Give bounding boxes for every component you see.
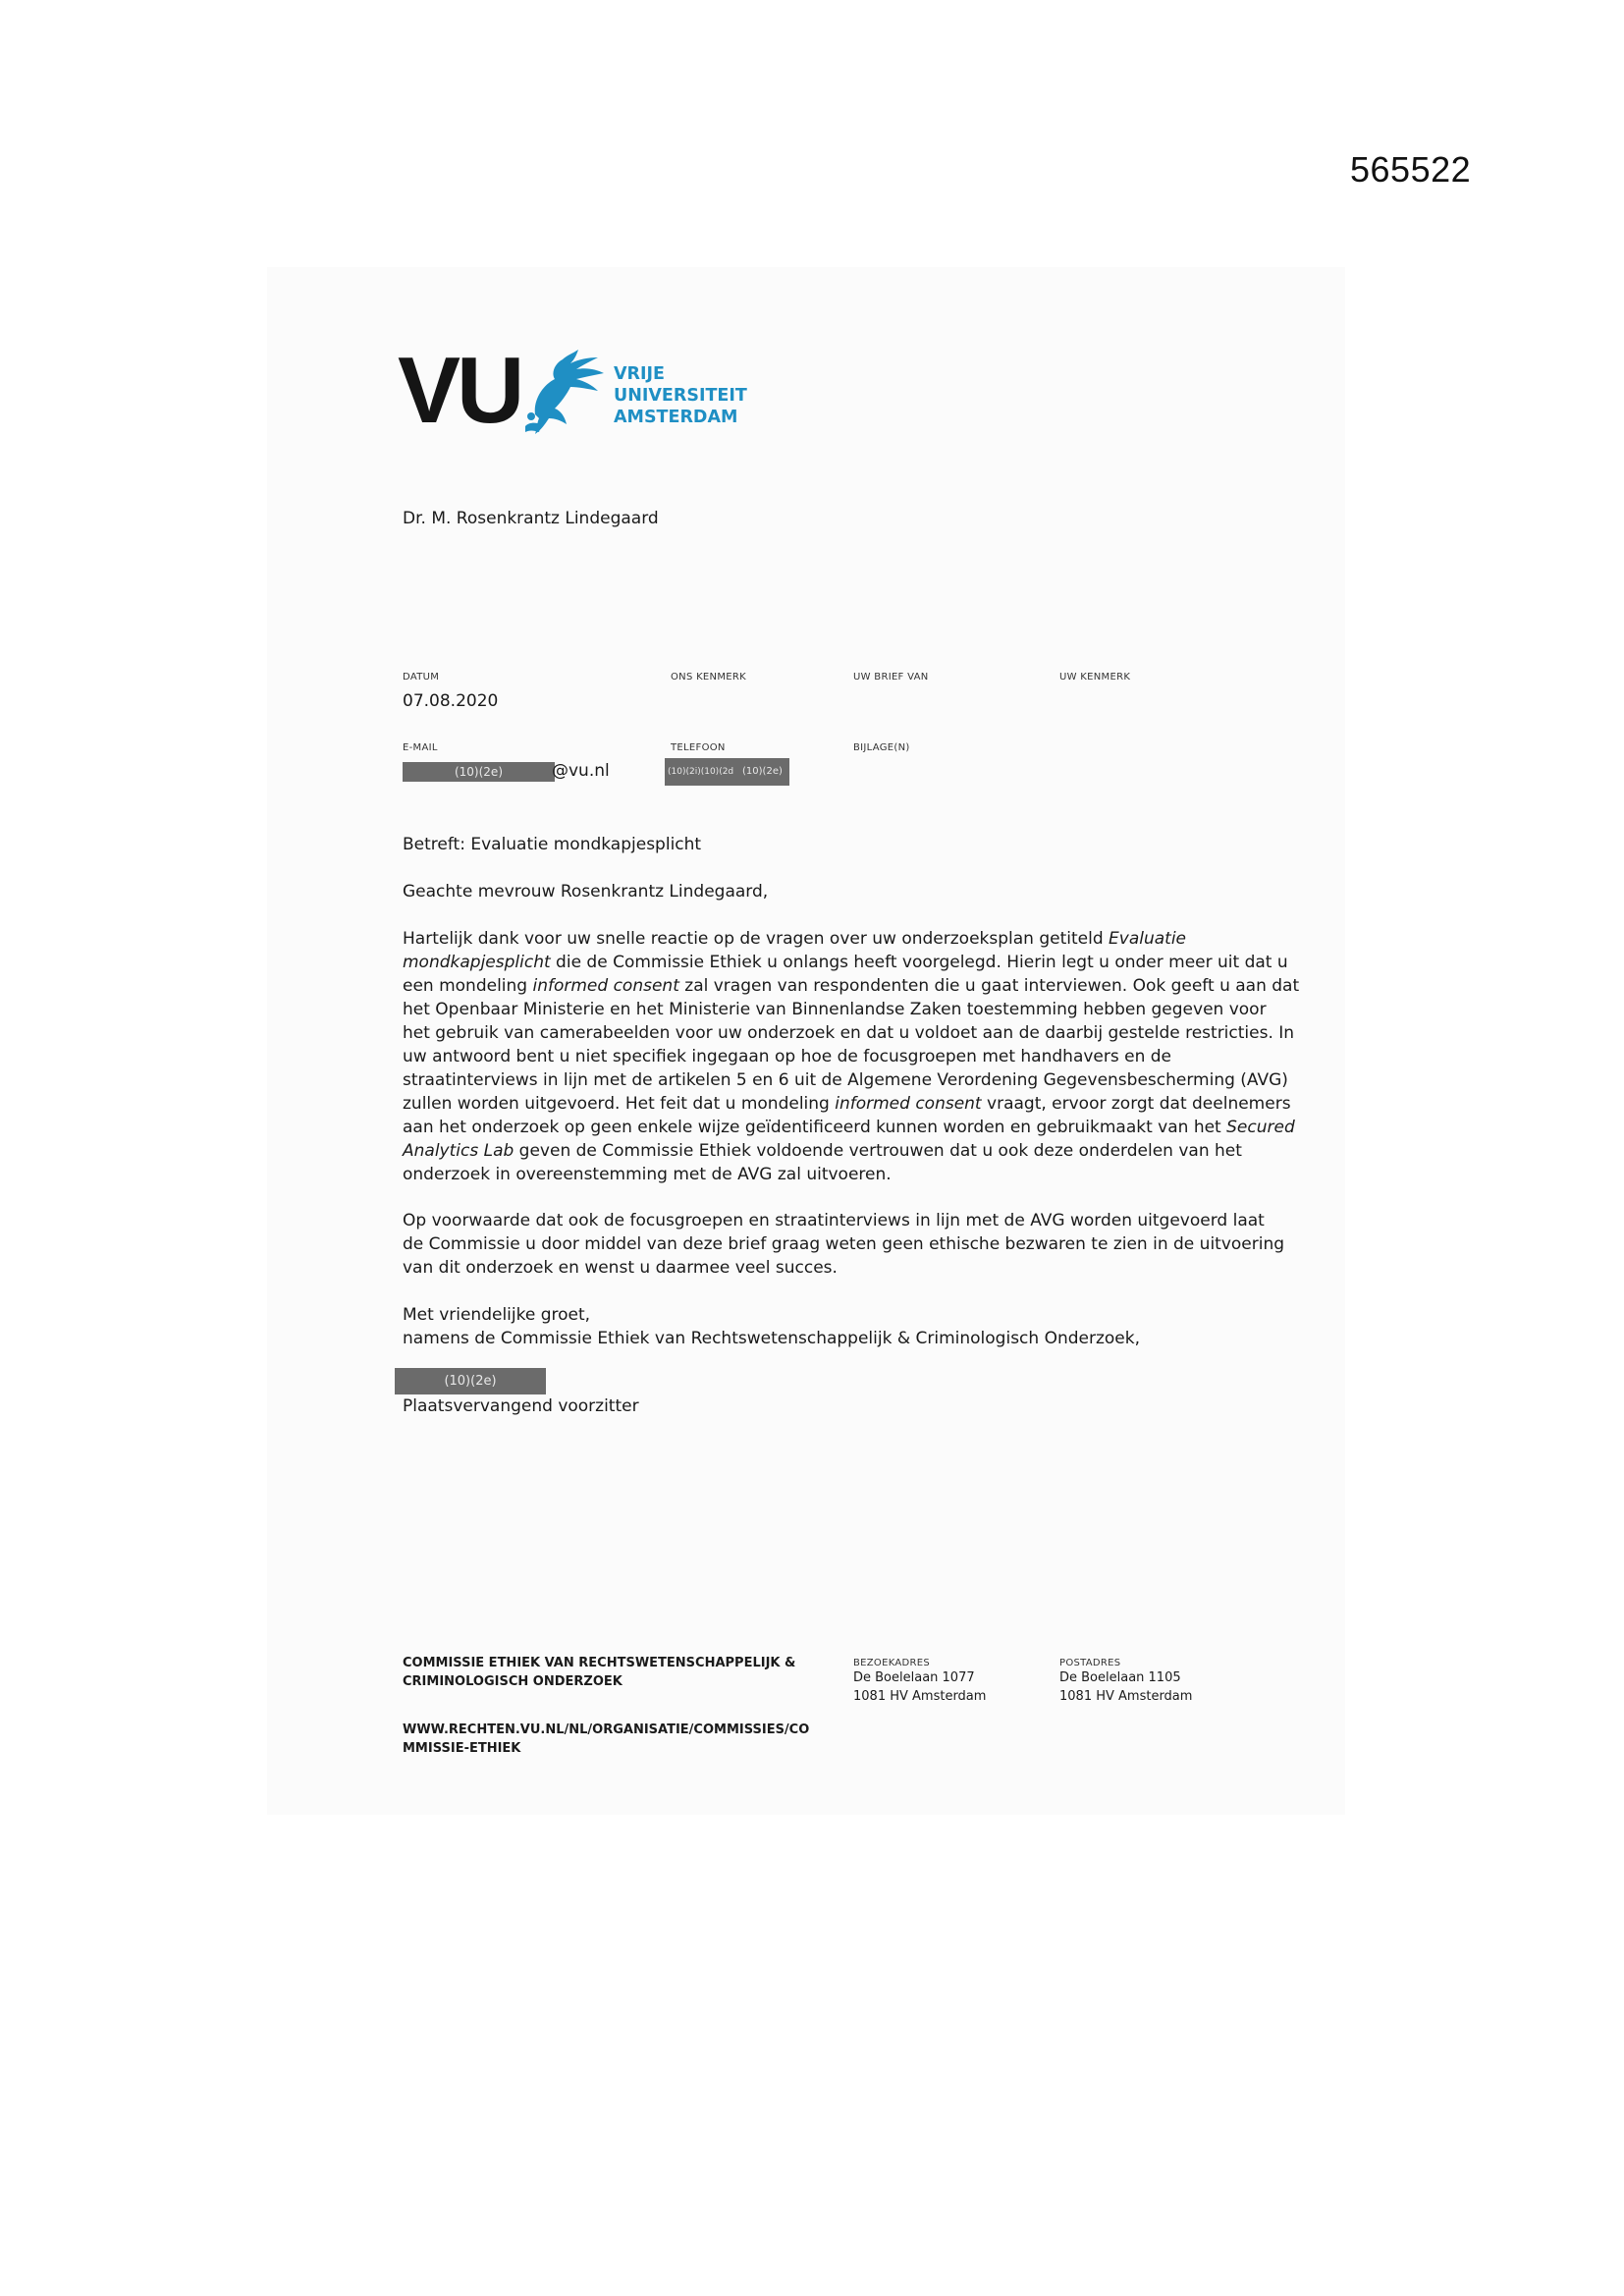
bezoekadres-line-2: 1081 HV Amsterdam	[853, 1689, 987, 1704]
closing-greeting: Met vriendelijke groet,	[403, 1305, 591, 1325]
email-label: E-MAIL	[403, 742, 438, 753]
italic-run: Analytics Lab	[403, 1141, 514, 1161]
document-number: 565522	[1350, 149, 1472, 190]
paragraph-1-line	[403, 927, 1237, 951]
griffin-icon	[515, 346, 609, 440]
text-run: zullen worden uitgevoerd. Het feit dat u mondeling	[403, 1094, 836, 1114]
subject-line: Betreft: Evaluatie mondkapjesplicht	[403, 835, 702, 854]
body-paragraph-2	[403, 1209, 1285, 1280]
paragraph-1-line	[403, 1021, 1295, 1045]
paragraph-1-line	[403, 1163, 1237, 1186]
logo-wordmark	[614, 363, 747, 428]
signatory-title: Plaatsvervangend voorzitter	[403, 1396, 639, 1416]
paragraph-1-line	[403, 1116, 1295, 1139]
uw-kenmerk-label: UW KENMERK	[1059, 672, 1131, 683]
telefoon-redaction-a: (10)(2i)(10)(2d	[668, 767, 734, 777]
text-run: het Openbaar Ministerie en het Ministerie van Binnenlandse Zaken toestemming hebben gegeven voor	[403, 1000, 1267, 1019]
text-run: Hartelijk dank voor uw snelle reactie op de vragen over uw onderzoeksplan getiteld	[403, 929, 1110, 949]
italic-run: informed consent	[532, 976, 679, 996]
paragraph-2-line: de Commissie u door middel van deze brief graag weten geen ethische bezwaren te zien in de uitvoering	[403, 1234, 1285, 1254]
datum-label: DATUM	[403, 672, 440, 683]
text-run: vraagt, ervoor zorgt dat deelnemers	[981, 1094, 1291, 1114]
italic-run: Evaluatie	[1109, 929, 1187, 949]
footer-bezoekadres	[853, 1658, 986, 1706]
uw-brief-van-label: UW BRIEF VAN	[853, 672, 929, 683]
bezoekadres-label: BEZOEKADRES	[853, 1658, 931, 1668]
footer-org-line-1: COMMISSIE ETHIEK VAN RECHTSWETENSCHAPPELIJK &	[403, 1656, 796, 1670]
italic-run: informed consent	[835, 1094, 982, 1114]
signature-redaction: (10)(2e)	[395, 1368, 546, 1394]
telefoon-label: TELEFOON	[671, 742, 726, 753]
telefoon-redaction	[665, 758, 789, 786]
logo-line-3: AMSTERDAM	[614, 408, 738, 427]
paragraph-1-line	[403, 951, 1288, 974]
text-run: het gebruik van camerabeelden voor uw onderzoek en dat u voldoet aan de daarbij gestelde restricties. In	[403, 1023, 1295, 1043]
email-redaction: (10)(2e)	[403, 762, 555, 782]
footer-org-line-2: CRIMINOLOGISCH ONDERZOEK	[403, 1674, 623, 1689]
text-run: uw antwoord bent u niet specifiek ingegaan op hoe de focusgroepen met handhavers en de	[403, 1047, 1172, 1066]
footer-url	[403, 1721, 809, 1758]
paragraph-1-line	[403, 1092, 1291, 1116]
logo-line-2: UNIVERSITEIT	[614, 386, 747, 406]
text-run: die de Commissie Ethiek u onlangs heeft voorgelegd. Hierin legt u onder meer uit dat u	[550, 953, 1288, 972]
vu-logo	[398, 338, 751, 444]
footer-org	[403, 1654, 795, 1691]
recipient-name: Dr. M. Rosenkrantz Lindegaard	[403, 509, 659, 528]
postadres-line-1: De Boelelaan 1105	[1059, 1670, 1181, 1685]
paragraph-1-line	[403, 998, 1267, 1021]
text-run: geven de Commissie Ethiek voldoende vertrouwen dat u ook deze onderdelen van het	[514, 1141, 1242, 1161]
footer-url-line-1: WWW.RECHTEN.VU.NL/NL/ORGANISATIE/COMMISSIES/CO	[403, 1722, 810, 1737]
bezoekadres-line-1: De Boelelaan 1077	[853, 1670, 975, 1685]
italic-run: Secured	[1226, 1118, 1295, 1137]
paragraph-2-line: van dit onderzoek en wenst u daarmee veel succes.	[403, 1258, 838, 1278]
datum-value: 07.08.2020	[403, 691, 499, 711]
text-run: zal vragen van respondenten die u gaat interviewen. Ook geeft u aan dat	[678, 976, 1300, 996]
footer-postadres	[1059, 1658, 1192, 1706]
closing-on-behalf: namens de Commissie Ethiek van Rechtswetenschappelijk & Criminologisch Onderzoek,	[403, 1329, 1140, 1348]
postadres-line-2: 1081 HV Amsterdam	[1059, 1689, 1193, 1704]
text-run: onderzoek in overeenstemming met de AVG zal uitvoeren.	[403, 1165, 892, 1184]
email-suffix: @vu.nl	[552, 761, 610, 781]
paragraph-2-line: Op voorwaarde dat ook de focusgroepen en straatinterviews in lijn met de AVG worden uitgevoerd laat	[403, 1211, 1265, 1230]
salutation: Geachte mevrouw Rosenkrantz Lindegaard,	[403, 882, 769, 902]
text-run: een mondeling	[403, 976, 533, 996]
ons-kenmerk-label: ONS KENMERK	[671, 672, 746, 683]
paragraph-1-line	[403, 1068, 1288, 1092]
text-run: straatinterviews in lijn met de artikelen 5 en 6 uit de Algemene Verordening Gegevensbescherming (AVG)	[403, 1070, 1288, 1090]
paragraph-1-line	[403, 974, 1300, 998]
italic-run: mondkapjesplicht	[403, 953, 551, 972]
text-run: aan het onderzoek op geen enkele wijze geïdentificeerd kunnen worden en gebruikmaakt van het	[403, 1118, 1227, 1137]
footer-url-line-2: MMISSIE-ETHIEK	[403, 1741, 521, 1756]
logo-abbrev: VU	[398, 338, 521, 443]
telefoon-redaction-b: (10)(2e)	[742, 766, 783, 777]
paragraph-1-line	[403, 1045, 1237, 1068]
paragraph-1-line	[403, 1139, 1242, 1163]
postadres-label: POSTADRES	[1059, 1658, 1121, 1668]
bijlagen-label: BIJLAGE(N)	[853, 742, 910, 753]
logo-line-1: VRIJE	[614, 364, 665, 384]
closing-block	[403, 1303, 1237, 1350]
body-paragraph-1	[403, 927, 1300, 1186]
